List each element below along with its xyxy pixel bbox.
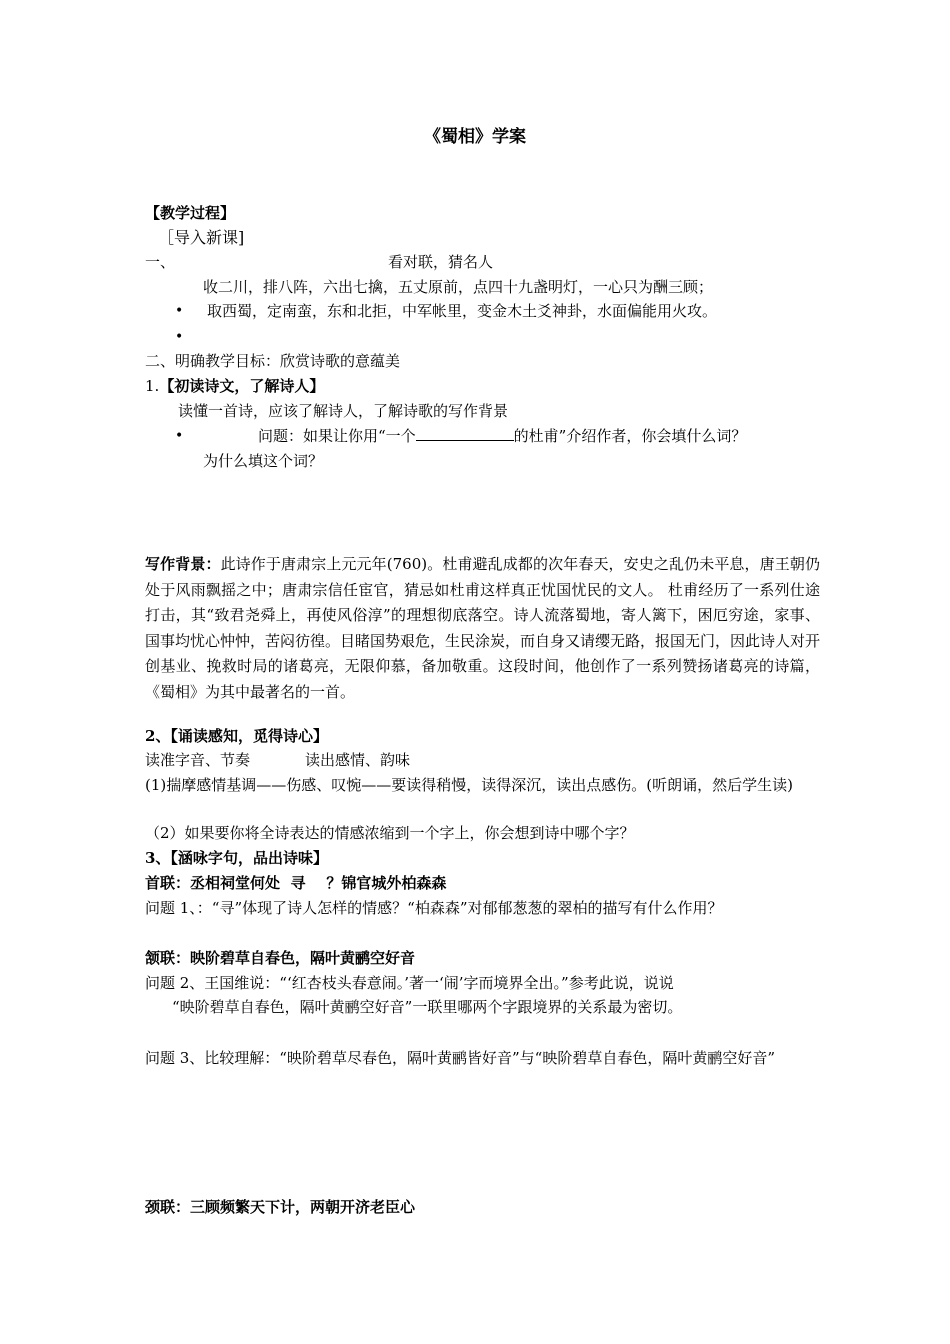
section-teaching-process: 【教学过程】 [145, 204, 236, 222]
writing-background [145, 552, 820, 705]
section-3-title: 3、【涵咏字句，品出诗味】 [145, 849, 328, 867]
section-2-read-b: 读出感情、韵味 [305, 751, 411, 769]
second-couplet: 颔联：映阶碧草自春色，隔叶黄鹂空好音 [145, 949, 416, 967]
section-2-point-2: （2）如果要你将全诗表达的情感浓缩到一个字上，你会想到诗中哪个字？ [145, 824, 635, 842]
section-2-read-a: 读准字音、节奏 [145, 751, 251, 769]
answer-blank [416, 426, 514, 441]
section-1-title: 【初读诗文，了解诗人】 [159, 377, 325, 395]
item-1-number: 一、 [145, 253, 176, 271]
bullet-icon: • [175, 329, 184, 345]
item-2-goal: 二、明确教学目标：欣赏诗歌的意蕴美 [145, 352, 401, 370]
question-author-line-2: 为什么填这个词？ [203, 452, 324, 470]
couplet-line-1: 收二川，排八阵，六出七擒，五丈原前，点四十九盏明灯，一心只为酬三顾； [203, 278, 714, 296]
first-couplet: 首联：丞相祠堂何处 寻 ？锦官城外柏森森 [145, 874, 447, 892]
item-1-text: 看对联，猜名人 [388, 253, 494, 271]
section-1-intro: 读懂一首诗，应该了解诗人，了解诗歌的写作背景 [178, 402, 509, 420]
page-title: 《蜀相》学案 [424, 127, 526, 147]
question-3: 问题 3、比较理解：“映阶碧草尽春色，隔叶黄鹂皆好音”与“映阶碧草自春色，隔叶黄鹂空好音” [145, 1049, 775, 1067]
third-couplet: 颈联：三顾频繁天下计，两朝开济老臣心 [145, 1198, 416, 1216]
question-author [258, 426, 746, 446]
section-1-number: 1. [145, 377, 160, 395]
question-prefix: 问题：如果让你用“一个 [258, 427, 416, 445]
section-2-title: 2、【诵读感知，觅得诗心】 [145, 727, 328, 745]
section-1-heading [145, 376, 324, 396]
question-2-line-1: 问题 2、王国维说：“‘红杏枝头春意闹。’著一‘闹’字而境界全出。”参考此说，说说 [145, 974, 674, 992]
couplet-line-2: 取西蜀，定南蛮，东和北拒，中军帐里，变金木土爻神卦，水面偏能用火攻。 [207, 302, 718, 320]
bullet-icon: • [175, 303, 184, 319]
section-intro: ［导入新课] [158, 228, 245, 247]
writing-background-text: 此诗作于唐肃宗上元元年(760)。杜甫避乱成都的次年春天，安史之乱仍未平息，唐王朝仍处于风雨飘摇之中；唐肃宗信任宦官，猜忌如杜甫这样真正忧国忧民的文人。 杜甫经历了一系列仕途打击，其“致君尧舜上，再使风俗淳”的理想彻底落空。诗人流落蜀地，寄人篱下，困厄穷途，家事、国事均忧心忡忡，苦闷彷徨。目睹国势艰危，生民涂炭，而自身又请缨无路，报国无门，因此诗人对开创基业、挽救时局的诸葛亮，无限仰慕，备加敬重。这段时间，他创作了一系列赞扬诸葛亮的诗篇，《蜀相》为其中最著名的一首。 [145, 555, 821, 701]
writing-background-label: 写作背景： [145, 555, 221, 573]
section-2-point-1: (1)揣摩感情基调——伤感、叹惋——要读得稍慢，读得深沉，读出点感伤。(听朗诵，然后学生读) [145, 776, 793, 794]
question-suffix: 的杜甫”介绍作者，你会填什么词？ [513, 427, 747, 445]
bullet-icon: • [175, 428, 184, 444]
question-1: 问题 1、：“寻”体现了诗人怎样的情感？“柏森森”对郁郁葱葱的翠柏的描写有什么作用？ [145, 899, 723, 917]
question-2-line-2: “映阶碧草自春色，隔叶黄鹂空好音”一联里哪两个字跟境界的关系最为密切。 [172, 998, 683, 1016]
